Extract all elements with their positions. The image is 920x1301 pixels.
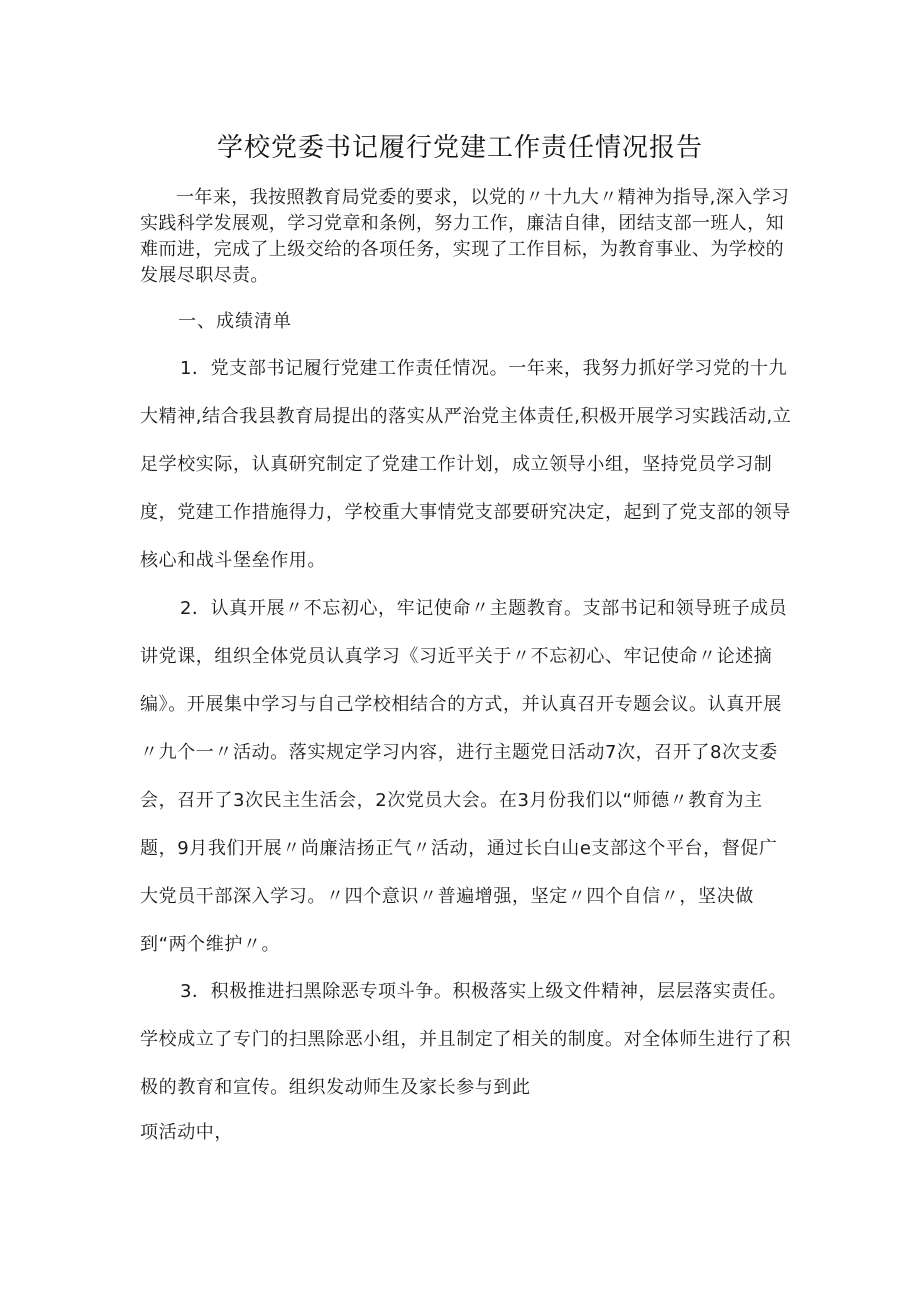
document-title: 学校党委书记履行党建工作责任情况报告 [216, 133, 703, 163]
paragraph-2: 2．认真开展〃不忘初心，牢记使命〃主题教育。支部书记和领导班子成员讲党课，组织全体党员认真学习《习近平关于〃不忘初心、牢记使命〃论述摘编》。开展集中学习与自己学校相结合的方式，并认真召开专题会议。认真开展〃九个一〃活动。落实规定学习内容，进行主题党日活动7次，召开了8次支委会，召开了3次民主生活会，2次党员大会。在3月份我们以“师德〃教育为主题，9月我们开展〃尚廉洁扬正气〃活动，通过长白山e支部这个平台，督促广大党员干部深入学习。〃四个意识〃普遍增强，坚定〃四个自信〃，坚决做到“两个维护〃。 [140, 598, 788, 955]
intro-paragraph: 一年来，我按照教育局党委的要求，以党的〃十九大〃精神为指导,深入学习实践科学发展观，学习党章和条例，努力工作，廉洁自律，团结支部一班人，知难而进，完成了上级交给的各项任务，实现了工作目标，为教育事业、为学校的发展尽职尽责。 [140, 187, 790, 286]
paragraph-1: 1．党支部书记履行党建工作责任情况。一年来，我努力抓好学习党的十九大精神,结合我县教育局提出的落实从严治党主体责任,积极开展学习实践活动,立足学校实际，认真研究制定了党建工作计划，成立领导小组，坚持党员学习制度，党建工作措施得力，学校重大事情党支部要研究决定，起到了党支部的领导核心和战斗堡垒作用。 [140, 358, 792, 571]
paragraph-3: 3．积极推进扫黑除恶专项斗争。积极落实上级文件精神，层层落实责任。学校成立了专门的扫黑除恶小组，并且制定了相关的制度。对全体师生进行了积极的教育和宣传。组织发动师生及家长参与到此 [140, 981, 791, 1098]
section-heading: 一、成绩清单 [178, 311, 292, 332]
continuation-line: 项活动中， [140, 1122, 233, 1143]
